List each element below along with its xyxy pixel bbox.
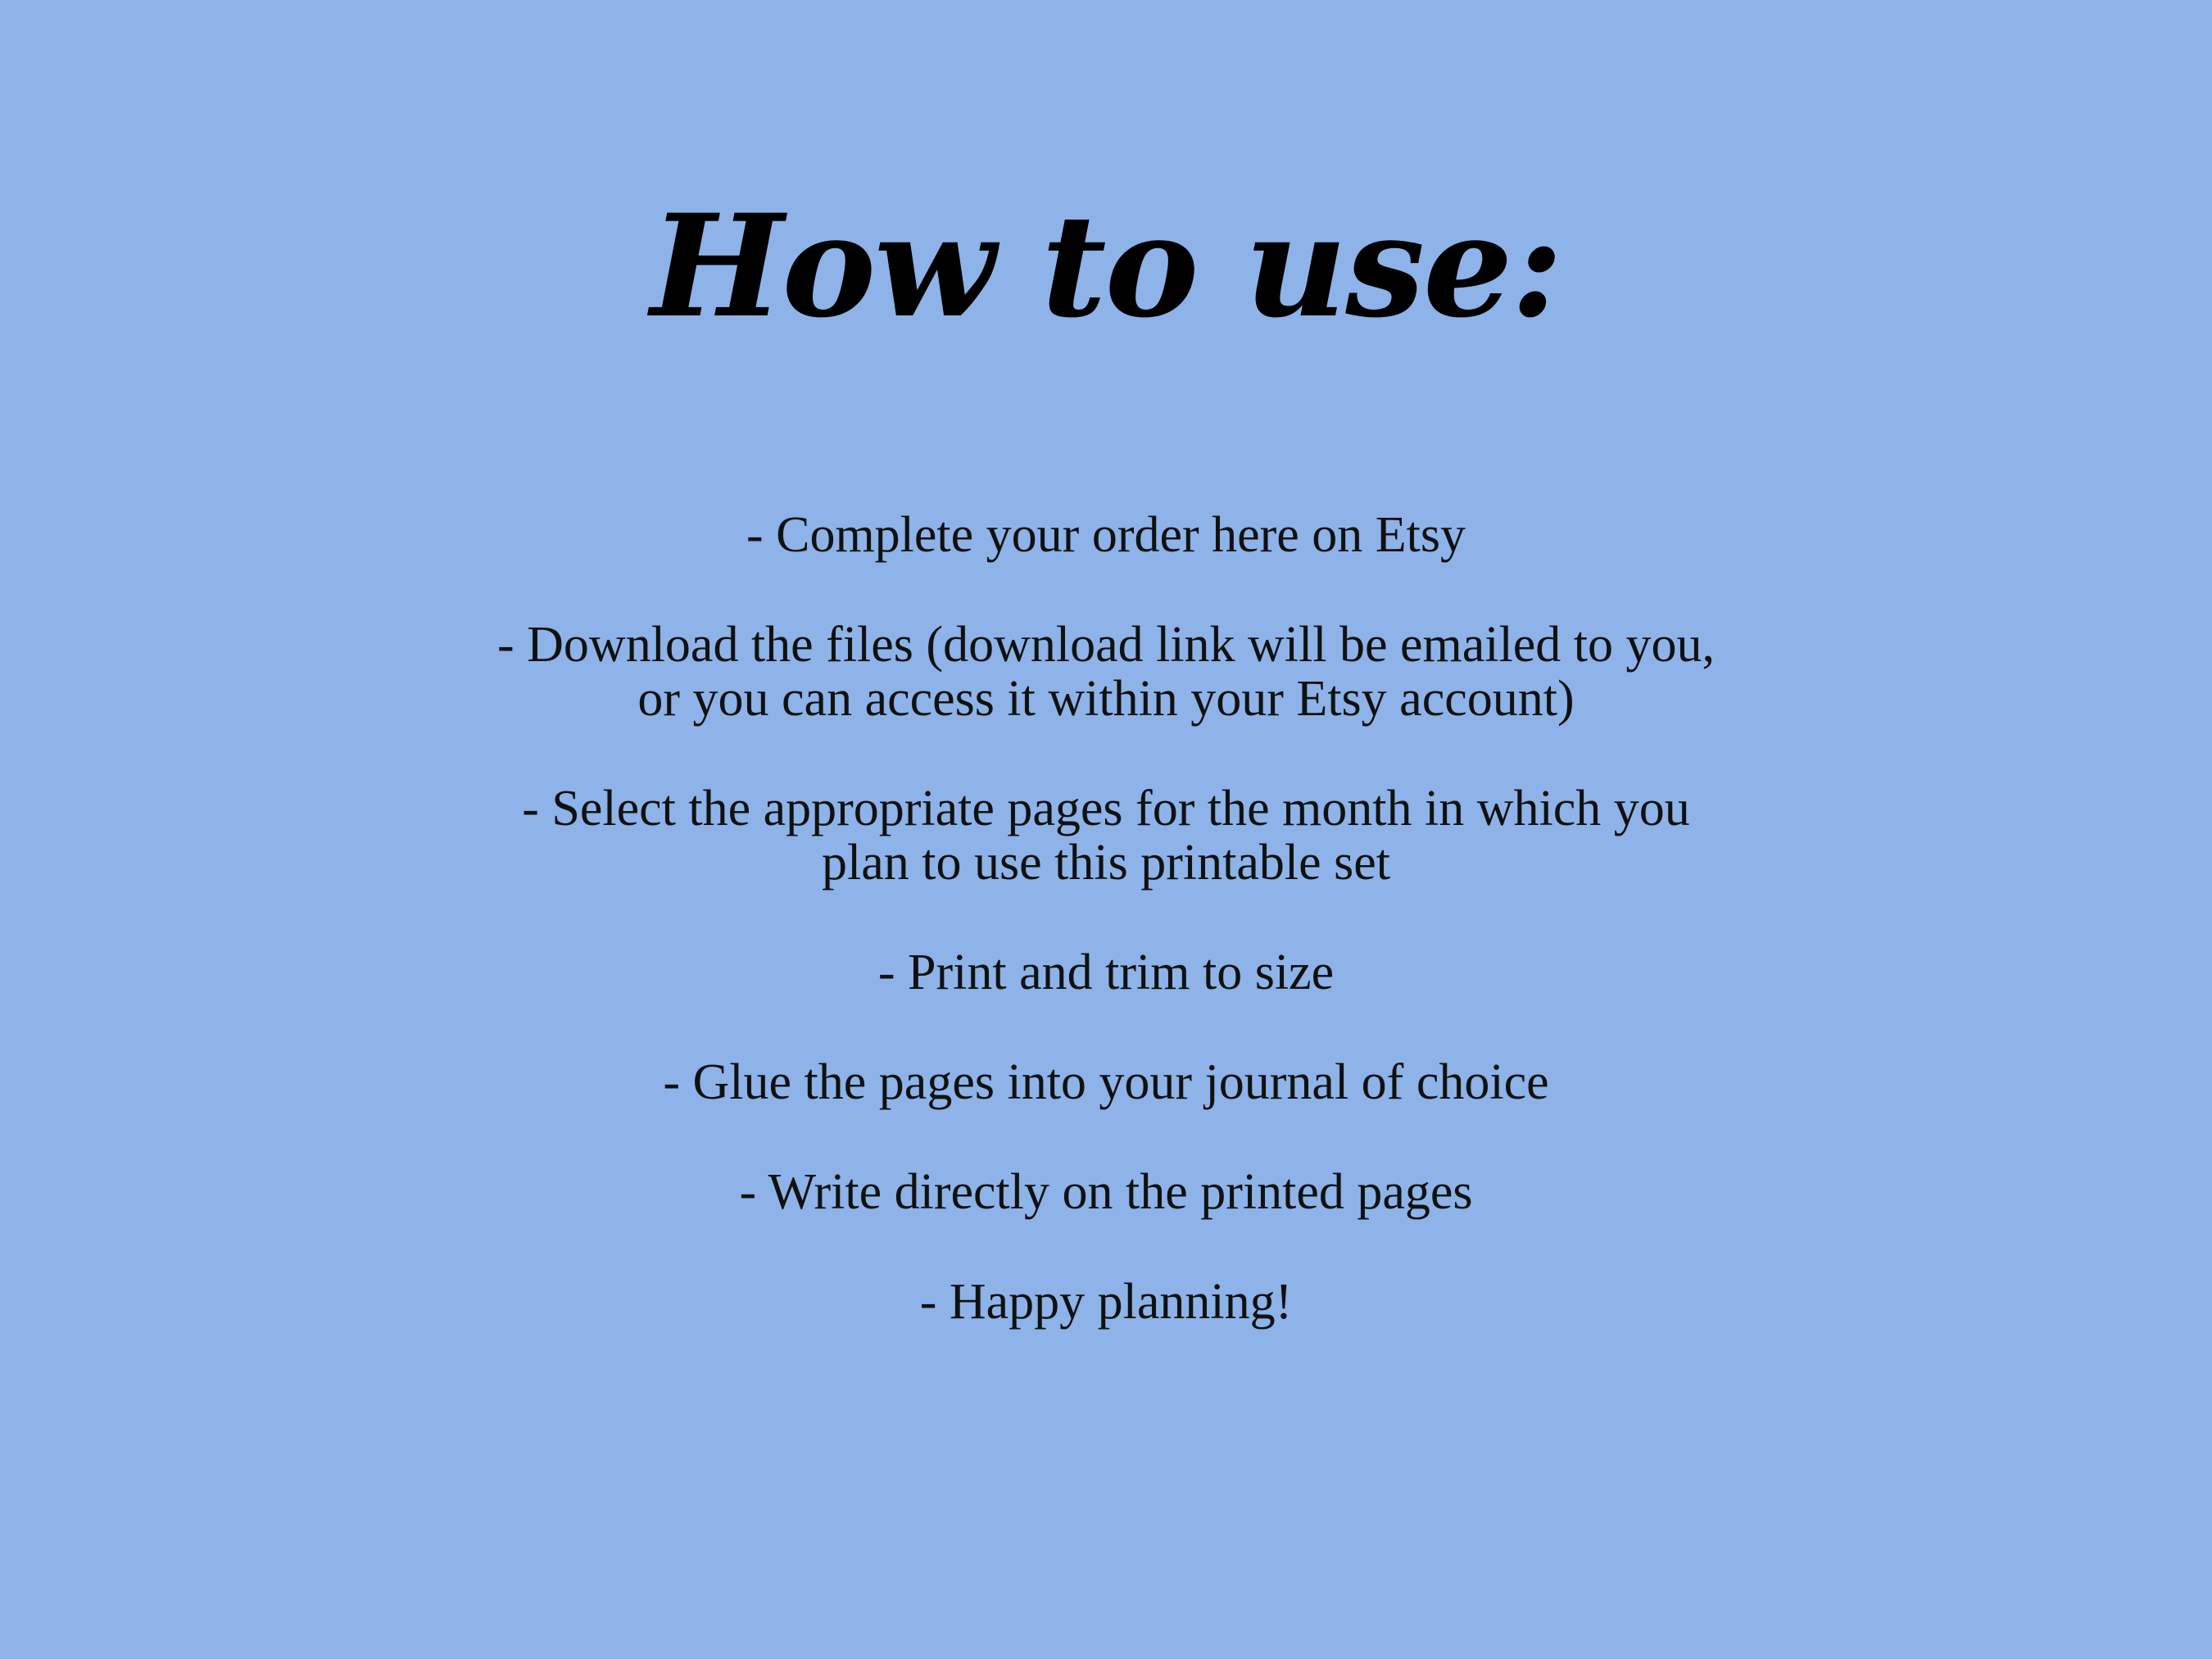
step-glue-pages <box>0 1055 2212 1109</box>
step-happy-planning <box>0 1275 2212 1329</box>
step-line: - Print and trim to size <box>877 945 1335 1000</box>
step-line: plan to use this printable set <box>822 835 1390 891</box>
step-line: - Glue the pages into your journal of choice <box>663 1054 1549 1110</box>
step-print-trim <box>0 945 2212 999</box>
step-line: - Write directly on the printed pages <box>739 1164 1473 1220</box>
steps-list <box>0 508 2212 1385</box>
step-write-directly <box>0 1165 2212 1219</box>
step-line: - Download the files (download link will be emailed to you, <box>497 617 1715 673</box>
step-line: - Select the appropriate pages for the month in which you <box>522 781 1690 836</box>
step-select-pages <box>0 782 2212 890</box>
step-line: - Happy planning! <box>919 1274 1293 1330</box>
step-download-files <box>0 618 2212 726</box>
step-line: or you can access it within your Etsy account) <box>637 671 1575 727</box>
page-title: How to use: <box>650 183 1562 349</box>
step-complete-order <box>0 508 2212 562</box>
step-line: - Complete your order here on Etsy <box>746 507 1466 563</box>
